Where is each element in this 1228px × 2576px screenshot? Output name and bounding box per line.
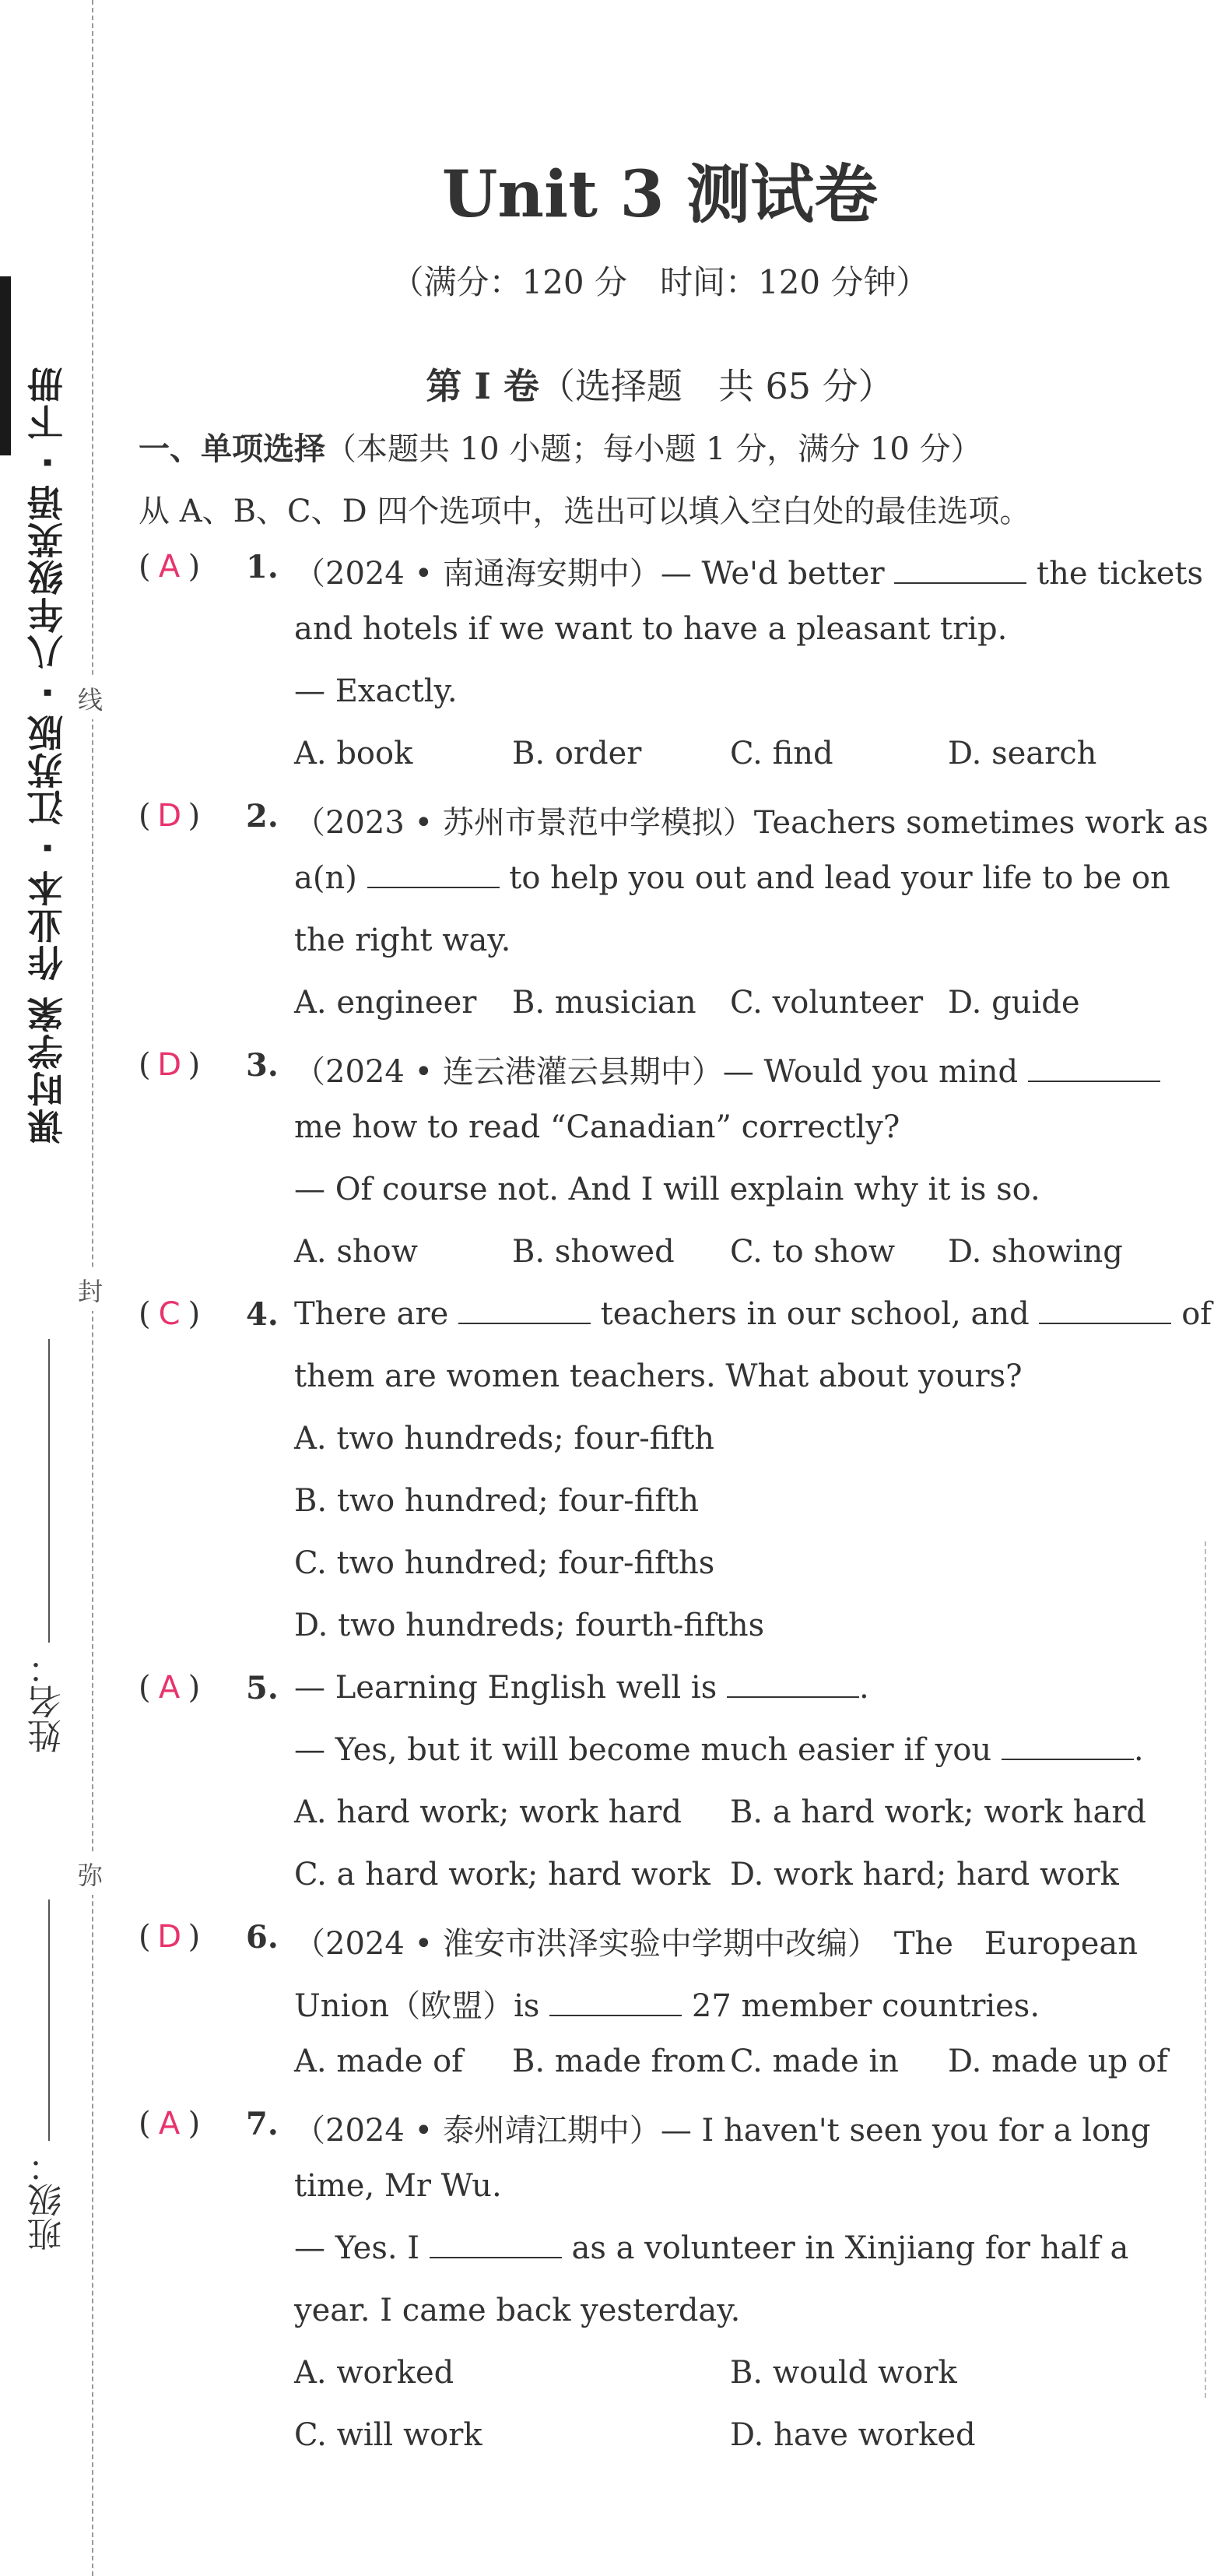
class-blank [48,1899,50,2141]
option-d: D. made up of [948,2044,1168,2079]
q1-blank [894,556,1026,584]
option-b: B. showed [512,1234,675,1270]
option-c: C. two hundred; four-fifths [294,1545,715,1581]
q1-line3: — Exactly. [294,673,458,709]
q1-text-a: （2024 • 南通海安期中）— We'd better [294,556,885,592]
q1-line2: and hotels if we want to have a pleasant trip. [294,611,1008,647]
q3-blank [1028,1054,1160,1082]
q3-line1 [294,1047,1160,1091]
option-b: B. musician [512,985,696,1021]
answer-letter: A [158,2106,181,2142]
q6-blank [549,1988,682,2016]
option-c: C. volunteer [730,985,924,1021]
option-a: A. show [294,1234,418,1270]
option-d: D. showing [948,1234,1123,1270]
name-label: 姓名： [28,1650,68,1753]
q5-text-d: . [1133,1732,1144,1768]
part-label: 第 I 卷 [426,365,539,407]
question-number: 5. [246,1670,279,1706]
page-title: Unit 3 测试卷 [441,157,879,232]
answer-bracket: ( D ) [139,1919,201,1955]
section1-label: 一、单项选择 [139,431,325,467]
option-a: A. worked [294,2355,454,2391]
option-a: A. book [294,736,413,771]
answer-letter: D [157,1047,182,1083]
q7-line3 [294,2230,1128,2266]
question-number: 3. [246,1047,279,1084]
q7-line2: time, Mr Wu. [294,2168,502,2204]
page-subtitle: （满分：120 分 时间：120 分钟） [391,263,929,301]
answer-letter: D [157,1919,182,1955]
q6-line1: （2024 • 淮安市洪泽实验中学期中改编） The European [294,1926,1138,1962]
option-a: A. engineer [294,985,477,1021]
q5-line2 [294,1732,1144,1768]
q2-text-b: to help you out and lead your life to be on [509,860,1170,896]
question-number: 1. [246,549,279,585]
q3-line2: me how to read “Canadian” correctly? [294,1109,900,1145]
q7-text-b: as a volunteer in Xinjiang for half a [571,2230,1129,2266]
answer-letter: C [158,1296,181,1332]
q5-line1 [294,1670,869,1706]
section1-note: （本题共 10 小题；每小题 1 分，满分 10 分） [325,431,982,467]
option-c: C. will work [294,2417,482,2453]
answer-bracket: ( D ) [139,798,201,834]
answer-bracket: ( D ) [139,1047,201,1083]
cut-mark-feng: 封 [78,1269,103,1311]
option-b: B. order [512,736,642,771]
q4-blank-2 [1039,1296,1171,1324]
class-label: 班级： [28,2149,68,2251]
option-a: A. two hundreds; four-fifth [294,1421,715,1457]
question-number: 7. [246,2106,279,2142]
option-b: B. made from [512,2044,726,2079]
answer-bracket: ( A ) [139,1670,201,1706]
q6-text-b: 27 member countries. [691,1988,1040,2024]
question-number: 2. [246,798,279,835]
q2-line1: （2023 • 苏州市景范中学模拟）Teachers sometimes work as [294,805,1209,841]
q5-text-a: — Learning English well is [294,1670,718,1706]
cut-mark-xian: 线 [78,677,103,719]
q2-line3: the right way. [294,923,511,958]
option-d: D. two hundreds; fourth-fifths [294,1608,765,1643]
series-title: 课时学案 作业本 · 江苏版 · 八年级英语 · 下册 [26,365,68,1144]
option-d: D. search [948,736,1097,771]
section1-heading [139,424,982,469]
q4-text-b: teachers in our school, and [600,1296,1030,1332]
option-b: B. two hundred; four-fifth [294,1483,700,1519]
name-blank [48,1339,50,1643]
q4-line2: them are women teachers. What about yours? [294,1358,1023,1394]
q7-line1: （2024 • 泰州靖江期中）— I haven't seen you for a long [294,2113,1151,2149]
option-b: B. a hard work; work hard [730,1794,1147,1830]
q7-blank [430,2230,562,2258]
option-c: C. a hard work; hard work [294,1857,710,1892]
binding-strip [0,276,11,455]
q5-blank-2 [1002,1732,1134,1760]
q7-line4: year. I came back yesterday. [294,2293,741,2328]
q6-text-a: Union（欧盟）is [294,1988,540,2024]
q6-line2 [294,1981,1040,2026]
option-c: C. find [730,736,833,771]
part-heading [139,358,1181,409]
q4-text-c: of [1181,1296,1212,1332]
part-note: （选择题 共 65 分） [539,365,894,407]
right-edge-line [1205,1541,1206,2398]
answer-letter: D [157,798,182,834]
option-a: A. hard work; work hard [294,1794,682,1830]
q4-text-a: There are [294,1296,449,1332]
q2-text-a: a(n) [294,860,357,896]
q5-blank-1 [727,1670,859,1698]
option-c: C. made in [730,2044,899,2079]
q5-text-c: — Yes, but it will become much easier if you [294,1732,992,1768]
answer-bracket: ( A ) [139,2106,201,2142]
q4-line1 [294,1296,1212,1332]
answer-bracket: ( C ) [139,1296,201,1332]
q3-line3: — Of course not. And I will explain why it is so. [294,1172,1040,1207]
option-b: B. would work [730,2355,957,2391]
option-c: C. to show [730,1234,896,1270]
q5-text-b: . [858,1670,869,1706]
answer-letter: A [158,549,181,585]
q7-text-a: — Yes. I [294,2230,420,2266]
q4-blank-1 [458,1296,591,1324]
q1-line1 [294,549,1203,593]
answer-letter: A [158,1670,181,1706]
answer-bracket: ( A ) [139,549,201,585]
q2-line2 [294,860,1170,896]
cut-mark-mi: 弥 [78,1853,103,1895]
q2-blank [367,860,500,888]
q1-text-b: the tickets [1037,556,1204,592]
question-number: 4. [246,1296,279,1333]
section1-instruction: 从 A、B、C、D 四个选项中，选出可以填入空白处的最佳选项。 [139,494,1031,529]
q3-text-a: （2024 • 连云港灌云县期中）— Would you mind [294,1054,1019,1090]
option-a: A. made of [294,2044,463,2079]
option-d: D. guide [948,985,1080,1021]
option-d: D. work hard; hard work [730,1857,1119,1892]
question-number: 6. [246,1919,279,1956]
option-d: D. have worked [730,2417,976,2453]
